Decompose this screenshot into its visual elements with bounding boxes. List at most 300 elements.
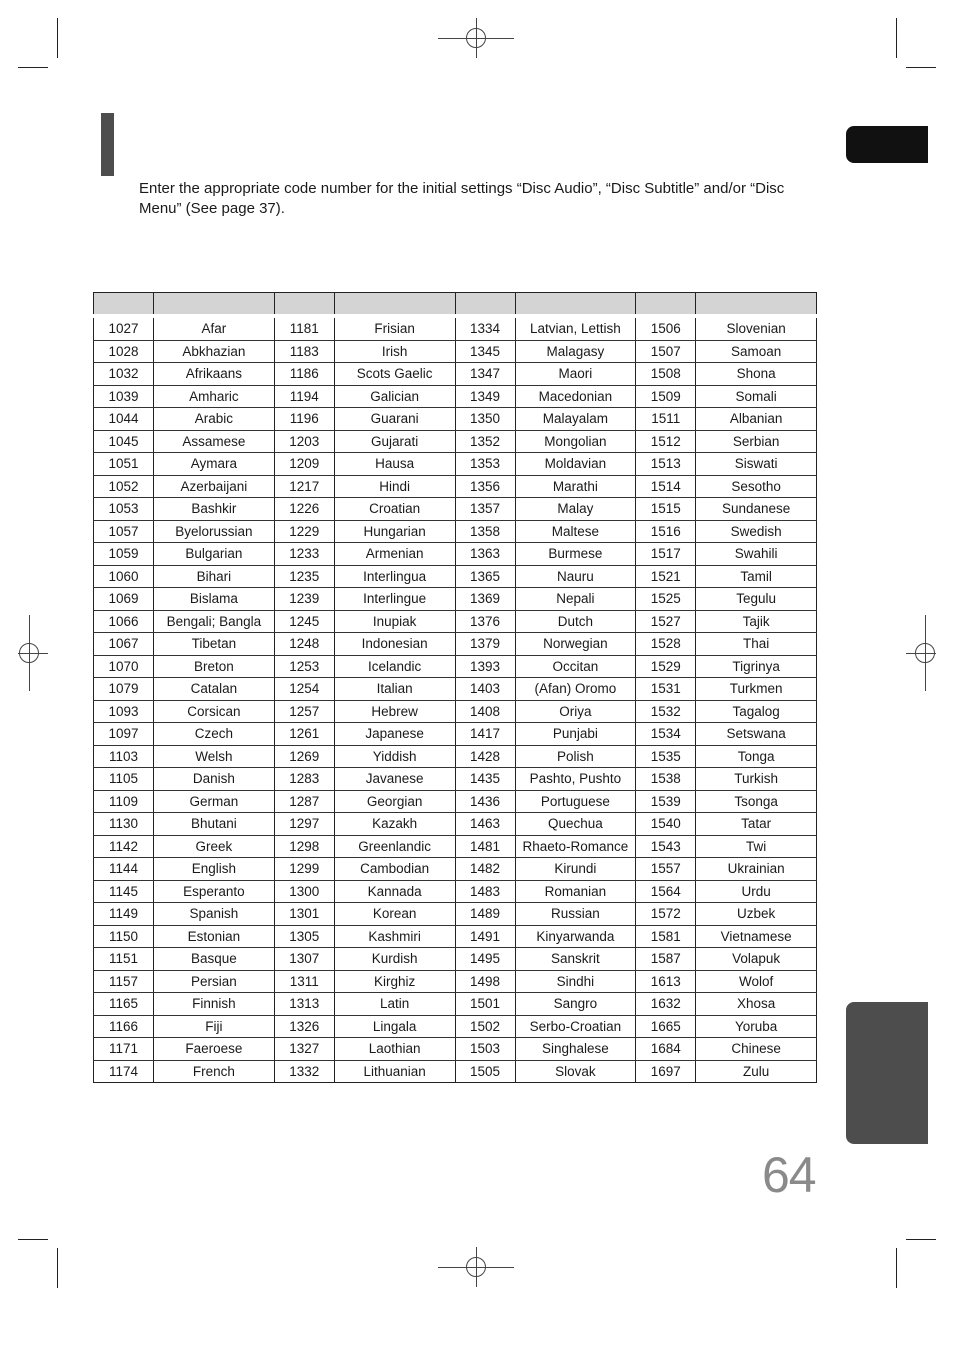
language-cell: Serbian	[696, 430, 817, 453]
code-cell: 1376	[455, 610, 515, 633]
section-tab	[846, 126, 928, 163]
code-cell: 1358	[455, 520, 515, 543]
code-cell: 1269	[274, 745, 334, 768]
language-cell: Irish	[334, 340, 455, 363]
code-cell: 1233	[274, 543, 334, 566]
code-cell: 1217	[274, 475, 334, 498]
code-cell: 1060	[94, 565, 154, 588]
language-cell: Italian	[334, 678, 455, 701]
language-cell: Russian	[515, 903, 636, 926]
code-cell: 1157	[94, 970, 154, 993]
code-cell: 1257	[274, 700, 334, 723]
language-cell: Sindhi	[515, 970, 636, 993]
language-cell: Guarani	[334, 408, 455, 431]
code-cell: 1349	[455, 385, 515, 408]
language-cell: Hebrew	[334, 700, 455, 723]
code-cell: 1039	[94, 385, 154, 408]
language-cell: French	[154, 1060, 275, 1083]
language-cell: Malagasy	[515, 340, 636, 363]
table-row	[94, 1038, 817, 1061]
code-cell: 1564	[636, 880, 696, 903]
language-cell: Maltese	[515, 520, 636, 543]
language-cell: Gujarati	[334, 430, 455, 453]
code-cell: 1194	[274, 385, 334, 408]
code-cell: 1613	[636, 970, 696, 993]
language-cell: Kazakh	[334, 813, 455, 836]
code-cell: 1045	[94, 430, 154, 453]
code-cell: 1105	[94, 768, 154, 791]
language-cell: Slovak	[515, 1060, 636, 1083]
header-cell	[636, 293, 696, 317]
language-cell: Turkish	[696, 768, 817, 791]
crop-mark	[18, 67, 48, 68]
language-cell: Byelorussian	[154, 520, 275, 543]
language-cell: Tsonga	[696, 790, 817, 813]
code-cell: 1507	[636, 340, 696, 363]
code-cell: 1527	[636, 610, 696, 633]
code-cell: 1235	[274, 565, 334, 588]
language-cell: Maori	[515, 363, 636, 386]
language-cell: Kirghiz	[334, 970, 455, 993]
code-cell: 1183	[274, 340, 334, 363]
code-cell: 1436	[455, 790, 515, 813]
code-cell: 1525	[636, 588, 696, 611]
code-cell: 1353	[455, 453, 515, 476]
code-cell: 1301	[274, 903, 334, 926]
language-cell: Amharic	[154, 385, 275, 408]
table-row	[94, 475, 817, 498]
table-row	[94, 678, 817, 701]
language-cell: Bashkir	[154, 498, 275, 521]
language-cell: Scots Gaelic	[334, 363, 455, 386]
language-cell: Oriya	[515, 700, 636, 723]
code-cell: 1150	[94, 925, 154, 948]
registration-mark	[466, 1257, 486, 1277]
code-cell: 1509	[636, 385, 696, 408]
code-cell: 1540	[636, 813, 696, 836]
header-cell	[334, 293, 455, 317]
code-cell: 1697	[636, 1060, 696, 1083]
code-cell: 1521	[636, 565, 696, 588]
header-cell	[274, 293, 334, 317]
table-row	[94, 745, 817, 768]
code-cell: 1248	[274, 633, 334, 656]
code-cell: 1032	[94, 363, 154, 386]
language-cell: Kinyarwanda	[515, 925, 636, 948]
code-cell: 1514	[636, 475, 696, 498]
table-row	[94, 835, 817, 858]
code-cell: 1245	[274, 610, 334, 633]
code-cell: 1435	[455, 768, 515, 791]
chapter-tab	[846, 1002, 928, 1144]
code-cell: 1498	[455, 970, 515, 993]
language-cell: Georgian	[334, 790, 455, 813]
code-cell: 1203	[274, 430, 334, 453]
code-cell: 1165	[94, 993, 154, 1016]
code-cell: 1171	[94, 1038, 154, 1061]
language-cell: Bihari	[154, 565, 275, 588]
code-cell: 1517	[636, 543, 696, 566]
code-cell: 1529	[636, 655, 696, 678]
language-cell: Ukrainian	[696, 858, 817, 881]
language-cell: Finnish	[154, 993, 275, 1016]
code-cell: 1305	[274, 925, 334, 948]
language-cell: Polish	[515, 745, 636, 768]
code-cell: 1079	[94, 678, 154, 701]
table-row	[94, 903, 817, 926]
code-cell: 1070	[94, 655, 154, 678]
language-cell: Swahili	[696, 543, 817, 566]
code-cell: 1300	[274, 880, 334, 903]
crop-mark	[57, 18, 58, 58]
language-cell: Moldavian	[515, 453, 636, 476]
code-cell: 1495	[455, 948, 515, 971]
language-cell: Nauru	[515, 565, 636, 588]
table-row	[94, 340, 817, 363]
language-cell: Tigrinya	[696, 655, 817, 678]
language-cell: Corsican	[154, 700, 275, 723]
language-cell: Punjabi	[515, 723, 636, 746]
language-cell: Sangro	[515, 993, 636, 1016]
code-cell: 1491	[455, 925, 515, 948]
language-cell: Catalan	[154, 678, 275, 701]
language-cell: Fiji	[154, 1015, 275, 1038]
code-cell: 1297	[274, 813, 334, 836]
table-row	[94, 768, 817, 791]
code-cell: 1287	[274, 790, 334, 813]
code-cell: 1253	[274, 655, 334, 678]
code-cell: 1326	[274, 1015, 334, 1038]
language-cell: Lithuanian	[334, 1060, 455, 1083]
code-cell: 1365	[455, 565, 515, 588]
code-cell: 1505	[455, 1060, 515, 1083]
crop-mark	[906, 67, 936, 68]
code-cell: 1535	[636, 745, 696, 768]
language-cell: Serbo-Croatian	[515, 1015, 636, 1038]
code-cell: 1482	[455, 858, 515, 881]
language-cell: Nepali	[515, 588, 636, 611]
language-cell: Zulu	[696, 1060, 817, 1083]
table-row	[94, 790, 817, 813]
language-cell: Afrikaans	[154, 363, 275, 386]
code-cell: 1506	[636, 316, 696, 340]
code-cell: 1044	[94, 408, 154, 431]
code-cell: 1151	[94, 948, 154, 971]
code-cell: 1532	[636, 700, 696, 723]
code-cell: 1052	[94, 475, 154, 498]
code-cell: 1665	[636, 1015, 696, 1038]
language-cell: Indonesian	[334, 633, 455, 656]
table-row	[94, 610, 817, 633]
language-cell: Estonian	[154, 925, 275, 948]
language-cell: (Afan) Oromo	[515, 678, 636, 701]
code-cell: 1352	[455, 430, 515, 453]
code-cell: 1142	[94, 835, 154, 858]
language-cell: Czech	[154, 723, 275, 746]
language-cell: Mongolian	[515, 430, 636, 453]
language-cell: Thai	[696, 633, 817, 656]
language-cell: Pashto, Pushto	[515, 768, 636, 791]
language-cell: Esperanto	[154, 880, 275, 903]
code-cell: 1299	[274, 858, 334, 881]
language-cell: Setswana	[696, 723, 817, 746]
language-cell: Frisian	[334, 316, 455, 340]
language-cell: Urdu	[696, 880, 817, 903]
code-cell: 1511	[636, 408, 696, 431]
code-cell: 1417	[455, 723, 515, 746]
language-cell: Azerbaijani	[154, 475, 275, 498]
language-cell: Inupiak	[334, 610, 455, 633]
code-cell: 1508	[636, 363, 696, 386]
language-cell: Sanskrit	[515, 948, 636, 971]
code-cell: 1226	[274, 498, 334, 521]
language-cell: Twi	[696, 835, 817, 858]
code-cell: 1254	[274, 678, 334, 701]
language-code-table	[93, 292, 817, 1083]
language-cell: Yiddish	[334, 745, 455, 768]
code-cell: 1408	[455, 700, 515, 723]
language-cell: Laothian	[334, 1038, 455, 1061]
table-row	[94, 588, 817, 611]
code-cell: 1103	[94, 745, 154, 768]
heading-bar	[101, 113, 114, 176]
code-cell: 1059	[94, 543, 154, 566]
code-cell: 1379	[455, 633, 515, 656]
code-cell: 1067	[94, 633, 154, 656]
language-cell: Danish	[154, 768, 275, 791]
code-cell: 1581	[636, 925, 696, 948]
language-cell: Tajik	[696, 610, 817, 633]
language-cell: Norwegian	[515, 633, 636, 656]
table-row	[94, 813, 817, 836]
table-row	[94, 948, 817, 971]
code-cell: 1097	[94, 723, 154, 746]
language-cell: Romanian	[515, 880, 636, 903]
language-cell: Abkhazian	[154, 340, 275, 363]
code-cell: 1393	[455, 655, 515, 678]
code-cell: 1572	[636, 903, 696, 926]
language-cell: Xhosa	[696, 993, 817, 1016]
code-cell: 1051	[94, 453, 154, 476]
table-row	[94, 520, 817, 543]
language-cell: Kirundi	[515, 858, 636, 881]
code-cell: 1307	[274, 948, 334, 971]
language-cell: Interlingua	[334, 565, 455, 588]
language-cell: Croatian	[334, 498, 455, 521]
language-cell: Macedonian	[515, 385, 636, 408]
table-row	[94, 970, 817, 993]
language-cell: Hindi	[334, 475, 455, 498]
code-cell: 1028	[94, 340, 154, 363]
language-cell: Slovenian	[696, 316, 817, 340]
language-cell: Arabic	[154, 408, 275, 431]
table-row	[94, 363, 817, 386]
language-cell: Icelandic	[334, 655, 455, 678]
language-cell: Sundanese	[696, 498, 817, 521]
code-cell: 1181	[274, 316, 334, 340]
header-cell	[515, 293, 636, 317]
code-cell: 1539	[636, 790, 696, 813]
language-cell: Shona	[696, 363, 817, 386]
table-row	[94, 858, 817, 881]
registration-mark	[19, 643, 39, 663]
crop-mark	[896, 1248, 897, 1288]
code-cell: 1174	[94, 1060, 154, 1083]
code-cell: 1209	[274, 453, 334, 476]
header-cell	[154, 293, 275, 317]
language-cell: Somali	[696, 385, 817, 408]
code-cell: 1327	[274, 1038, 334, 1061]
code-cell: 1166	[94, 1015, 154, 1038]
code-cell: 1356	[455, 475, 515, 498]
code-cell: 1345	[455, 340, 515, 363]
code-cell: 1543	[636, 835, 696, 858]
code-cell: 1463	[455, 813, 515, 836]
language-cell: Malayalam	[515, 408, 636, 431]
intro-text: Enter the appropriate code number for the initial settings “Disc Audio”, “Disc Subtitle” and/or “Disc Menu” (See page 37).	[139, 180, 785, 217]
crop-mark	[906, 1239, 936, 1240]
language-cell: Hungarian	[334, 520, 455, 543]
crop-mark	[18, 1239, 48, 1240]
code-cell: 1363	[455, 543, 515, 566]
language-cell: Cambodian	[334, 858, 455, 881]
code-cell: 1186	[274, 363, 334, 386]
language-cell: Yoruba	[696, 1015, 817, 1038]
language-cell: Sesotho	[696, 475, 817, 498]
table-row	[94, 655, 817, 678]
code-cell: 1516	[636, 520, 696, 543]
code-cell: 1403	[455, 678, 515, 701]
table-row	[94, 385, 817, 408]
code-cell: 1261	[274, 723, 334, 746]
language-cell: Turkmen	[696, 678, 817, 701]
registration-mark	[466, 28, 486, 48]
code-cell: 1557	[636, 858, 696, 881]
code-cell: 1027	[94, 316, 154, 340]
code-cell: 1512	[636, 430, 696, 453]
code-cell: 1515	[636, 498, 696, 521]
language-cell: Tagalog	[696, 700, 817, 723]
language-cell: Bislama	[154, 588, 275, 611]
table-row	[94, 1015, 817, 1038]
language-cell: Kashmiri	[334, 925, 455, 948]
code-cell: 1149	[94, 903, 154, 926]
language-cell: Spanish	[154, 903, 275, 926]
code-cell: 1347	[455, 363, 515, 386]
language-cell: Volapuk	[696, 948, 817, 971]
language-cell: Korean	[334, 903, 455, 926]
code-cell: 1283	[274, 768, 334, 791]
language-cell: Assamese	[154, 430, 275, 453]
page-number: 64	[762, 1147, 816, 1203]
table-header-row	[94, 293, 817, 317]
table-body	[94, 316, 817, 1083]
code-cell: 1093	[94, 700, 154, 723]
table-row	[94, 565, 817, 588]
table-row	[94, 633, 817, 656]
language-cell: Dutch	[515, 610, 636, 633]
crop-mark	[896, 18, 897, 58]
code-cell: 1489	[455, 903, 515, 926]
code-cell: 1481	[455, 835, 515, 858]
language-cell: Bulgarian	[154, 543, 275, 566]
table-row	[94, 316, 817, 340]
code-cell: 1531	[636, 678, 696, 701]
language-cell: Bhutani	[154, 813, 275, 836]
code-cell: 1357	[455, 498, 515, 521]
language-cell: Tibetan	[154, 633, 275, 656]
code-cell: 1350	[455, 408, 515, 431]
language-cell: Interlingue	[334, 588, 455, 611]
language-cell: Uzbek	[696, 903, 817, 926]
code-cell: 1144	[94, 858, 154, 881]
language-cell: Rhaeto-Romance	[515, 835, 636, 858]
language-cell: Hausa	[334, 453, 455, 476]
table-row	[94, 723, 817, 746]
code-cell: 1334	[455, 316, 515, 340]
language-cell: Greenlandic	[334, 835, 455, 858]
header-cell	[696, 293, 817, 317]
language-cell: Siswati	[696, 453, 817, 476]
language-cell: Vietnamese	[696, 925, 817, 948]
code-cell: 1109	[94, 790, 154, 813]
language-cell: Wolof	[696, 970, 817, 993]
code-cell: 1311	[274, 970, 334, 993]
code-cell: 1502	[455, 1015, 515, 1038]
code-cell: 1066	[94, 610, 154, 633]
code-cell: 1057	[94, 520, 154, 543]
code-cell: 1483	[455, 880, 515, 903]
language-cell: Samoan	[696, 340, 817, 363]
crop-mark	[57, 1248, 58, 1288]
language-cell: Persian	[154, 970, 275, 993]
language-cell: Latin	[334, 993, 455, 1016]
table-row	[94, 1060, 817, 1083]
table-row	[94, 993, 817, 1016]
language-cell: Kannada	[334, 880, 455, 903]
language-cell: Armenian	[334, 543, 455, 566]
language-cell: Lingala	[334, 1015, 455, 1038]
language-cell: Tonga	[696, 745, 817, 768]
language-cell: Tegulu	[696, 588, 817, 611]
language-cell: Aymara	[154, 453, 275, 476]
code-cell: 1229	[274, 520, 334, 543]
table-row	[94, 925, 817, 948]
code-cell: 1587	[636, 948, 696, 971]
language-cell: Afar	[154, 316, 275, 340]
language-cell: Breton	[154, 655, 275, 678]
language-cell: Latvian, Lettish	[515, 316, 636, 340]
code-cell: 1313	[274, 993, 334, 1016]
language-cell: Burmese	[515, 543, 636, 566]
code-cell: 1369	[455, 588, 515, 611]
language-cell: Bengali; Bangla	[154, 610, 275, 633]
code-cell: 1538	[636, 768, 696, 791]
language-cell: Occitan	[515, 655, 636, 678]
code-cell: 1332	[274, 1060, 334, 1083]
code-cell: 1632	[636, 993, 696, 1016]
language-cell: Greek	[154, 835, 275, 858]
table-row	[94, 880, 817, 903]
language-cell: Galician	[334, 385, 455, 408]
language-cell: Malay	[515, 498, 636, 521]
code-cell: 1501	[455, 993, 515, 1016]
language-cell: Kurdish	[334, 948, 455, 971]
code-cell: 1239	[274, 588, 334, 611]
language-cell: Welsh	[154, 745, 275, 768]
language-cell: Marathi	[515, 475, 636, 498]
table-row	[94, 700, 817, 723]
